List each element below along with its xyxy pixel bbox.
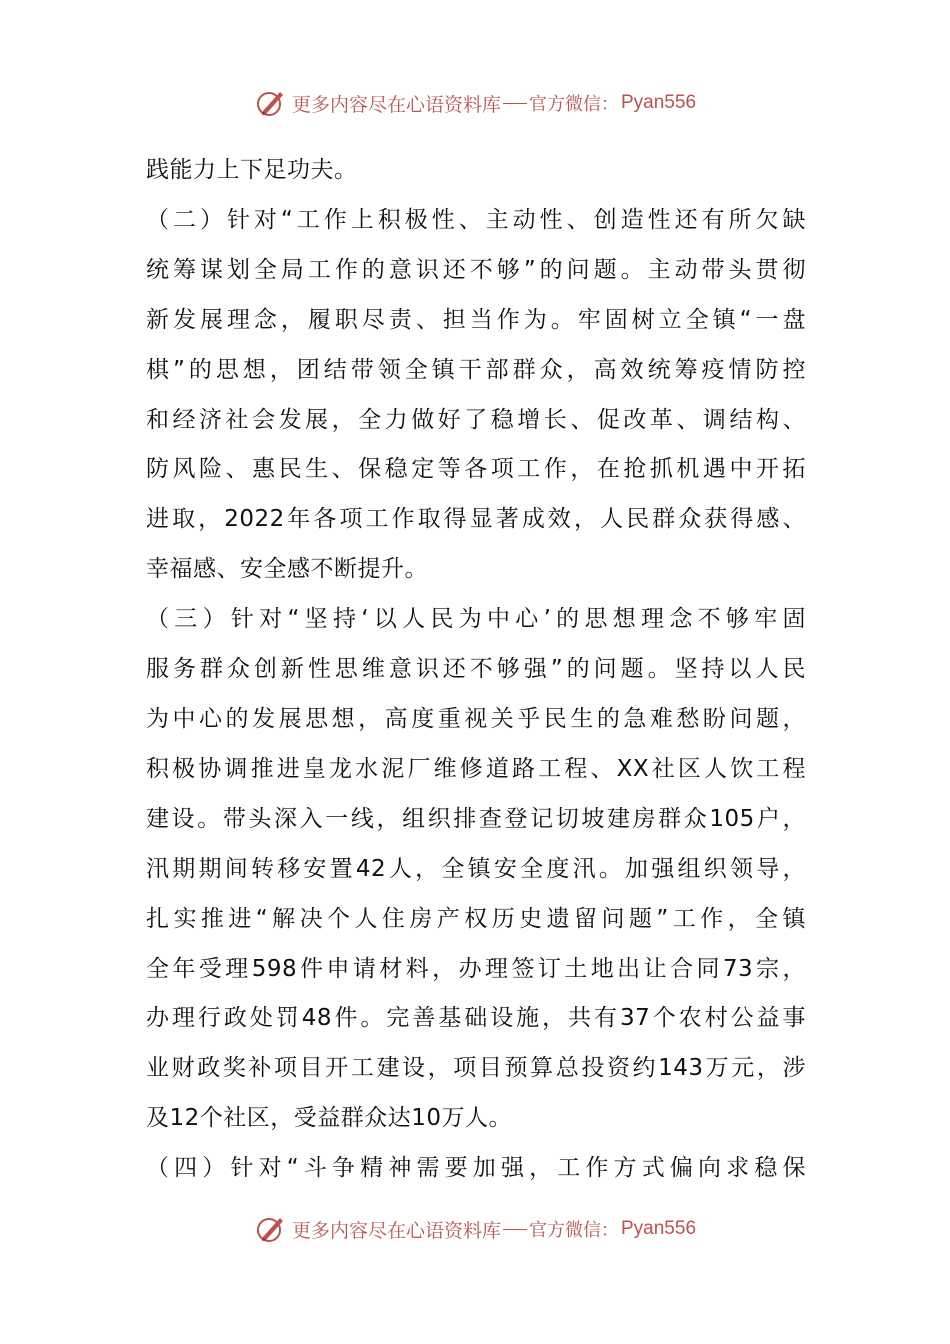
text-line: 积极协调推进皇龙水泥厂维修道路工程、XX社区人饮工程 <box>146 755 806 782</box>
text-line: （四）针对“斗争精神需要加强，工作方式偏向求稳保 <box>146 1155 806 1182</box>
text-line: 汛期期间转移安置42人，全镇安全度汛。加强组织领导， <box>146 855 806 882</box>
document-body <box>146 146 806 1194</box>
footer-watermark <box>0 1209 950 1249</box>
text-line: 及12个社区，受益群众达10万人。 <box>146 1105 513 1132</box>
paragraph-continuation <box>146 146 806 196</box>
wechat-id: Pyan556 <box>621 1218 697 1239</box>
text-line: 业财政奖补项目开工建设，项目预算总投资约143万元，涉 <box>146 1055 806 1082</box>
paragraph-section-4 <box>146 1144 806 1194</box>
text-line: （二）针对“工作上积极性、主动性、创造性还有所欠缺 <box>146 206 806 233</box>
text-line: 扎实推进“解决个人住房产权历史遗留问题”工作，全镇 <box>146 905 806 932</box>
header-watermark <box>0 83 950 123</box>
text-line: 棋”的思想，团结带领全镇干部群众，高效统筹疫情防控 <box>146 356 806 383</box>
text-line: 全年受理598件申请材料，办理签订土地出让合同73宗， <box>146 955 806 982</box>
paragraph-section-3 <box>146 595 806 1144</box>
wechat-label: 官方微信： <box>529 94 619 115</box>
text-line: 为中心的发展思想，高度重视关乎民生的急难愁盼问题， <box>146 705 806 732</box>
paragraph-section-2 <box>146 196 806 595</box>
brand-dash <box>503 1229 527 1230</box>
pen-circle-icon <box>254 86 288 120</box>
text-line: 进取，2022年各项工作取得显著成效，人民群众获得感、 <box>146 506 806 533</box>
brand-dash <box>503 103 527 104</box>
wechat-label: 官方微信： <box>529 1220 619 1241</box>
wechat-id: Pyan556 <box>621 92 697 113</box>
text-line: 践能力上下足功夫。 <box>146 157 358 183</box>
text-line: 防风险、惠民生、保稳定等各项工作，在抢抓机遇中开拓 <box>146 456 806 483</box>
text-line: （三）针对“坚持‘以人民为中心’的思想理念不够牢固 <box>146 606 806 633</box>
text-line: 和经济社会发展，全力做好了稳增长、促改革、调结构、 <box>146 406 806 433</box>
text-line: 办理行政处罚48件。完善基础设施，共有37个农村公益事 <box>146 1005 806 1032</box>
pen-circle-icon <box>254 1212 288 1246</box>
text-line: 统筹谋划全局工作的意识还不够”的问题。主动带头贯彻 <box>146 256 806 283</box>
brand-text: 更多内容尽在心语资料库 <box>291 93 501 116</box>
text-line: 新发展理念，履职尽责、担当作为。牢固树立全镇“一盘 <box>146 306 806 333</box>
text-line: 幸福感、安全感不断提升。 <box>146 556 428 583</box>
text-line: 服务群众创新性思维意识还不够强”的问题。坚持以人民 <box>146 656 806 683</box>
brand-text: 更多内容尽在心语资料库 <box>291 1219 501 1242</box>
text-line: 建设。带头深入一线，组织排查登记切坡建房群众105户， <box>146 805 806 832</box>
